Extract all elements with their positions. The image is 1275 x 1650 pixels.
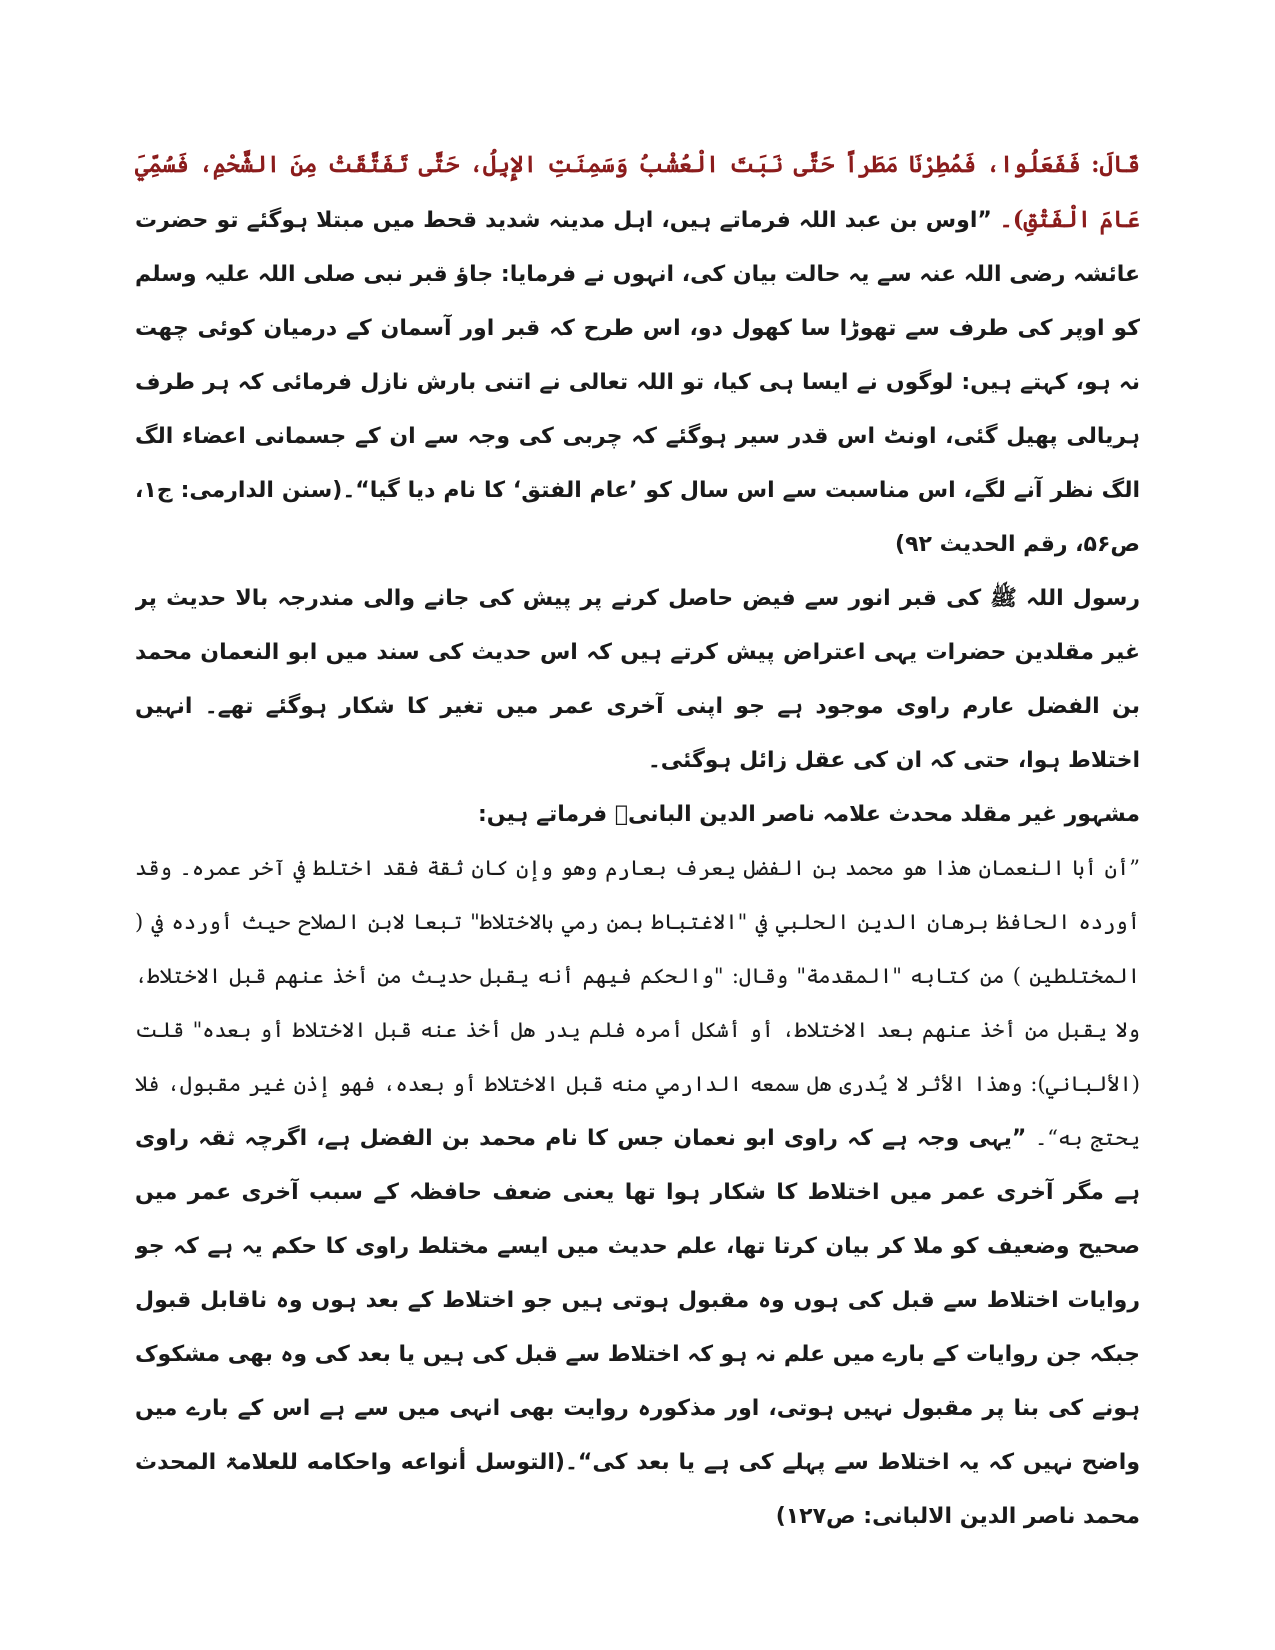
document-page (135, 138, 1140, 1568)
arabic-hadith-text: قَالَ: فَفَعَلُوا، فَمُطِرْنَا مَطَراً حَتَّى نَبَتَ الْعُشْبُ وَسَمِنَتِ الإِبِلُ، حَتَّى تَفَتَّقَتْ مِنَ الشَّحْمِ، فَسُمِّيَ عَامَ الْفَتْقِ)۔ (135, 151, 1140, 233)
reference-tawassul: (التوسل أنواعه واحکامه للعلامۃ المحدث محمد ناصر الدین الالبانی: ص۱۲۷) (135, 1450, 1140, 1529)
arabic-albani-quote: ”أن أبا النعمان هذا هو محمد بن الفضل يعرف بعارم وهو وإن كان ثقة فقد اختلط في آخر عمره۔ وقد أورده الحافظ برهان الدين الحلبي في "الاغتباط بمن رمي بالاختلاط" تبعا لابن الصلاح حيث أورده في ( المختلطين ) من كتابه "المقدمة" وقال: "والحكم فيهم أنه يقبل حديث من أخذ عنهم قبل الاختلاط، ولا يقبل من أخذ عنهم بعد الاختلاط، أو أشكل أمره فلم يدر هل أخذ عنه قبل الاختلاط أو بعده" قلت (الألباني): وهذا الأثر لا يُدرى هل سمعه الدارمي منه قبل الاختلاط أو بعده، فهو إذن غير مقبول، فلا يحتج به“۔ (135, 856, 1140, 1150)
urdu-explanation: ”یہی وجہ ہے کہ راوی ابو نعمان جس کا نام محمد بن الفضل ہے، اگرچہ ثقہ راوی ہے مگر آخری عمر میں اختلاط کا شکار ہوا تھا یعنی ضعف حافظہ کے سبب آخری عمر میں صحیح وضعیف کو ملا کر بیان کرتا تھا، علم حدیث میں ایسے مختلط راوی کا حکم یہ ہے کہ جو روایات اختلاط سے قبل کی ہوں وہ مقبول ہوتی ہیں جو اختلاط کے بعد ہوں وہ ناقابل قبول جبکہ جن روایات کے بارے میں علم نہ ہو کہ اختلاط سے قبل کی ہیں یا بعد کی وہ بھی مشکوک ہونے کی بنا پر مقبول نہیں ہوتی، اور مذکورہ روایت بھی انہی میں سے ہے اس کے بارے میں واضح نہیں کہ یہ اختلاط سے پہلے کی ہے یا بعد کی“۔ (135, 1126, 1140, 1475)
objection-paragraph: رسول اللہ ﷺ کی قبر انور سے فیض حاصل کرنے پر پیش کی جانے والی مندرجہ بالا حدیث پر غیر مقلدین حضرات یہی اعتراض پیش کرتے ہیں کہ اس حدیث کی سند میں ابو النعمان محمد بن الفضل عارم راوی موجود ہے جو اپنی آخری عمر میں تغیر کا شکار ہوگئے تھے۔ انہیں اختلاط ہوا، حتی کہ ان کی عقل زائل ہوگئی۔ (135, 586, 1140, 773)
reference-darimi: (سنن الدارمی: ج۱، ص۵۶، رقم الحدیث ۹۲) (135, 478, 1140, 557)
urdu-translation: ”اوس بن عبد اللہ فرماتے ہیں، اہل مدینہ شدید قحط میں مبتلا ہوگئے تو حضرت عائشہ رضی اللہ عنہ سے یہ حالت بیان کی، انہوں نے فرمایا: جاؤ قبر نبی صلی اللہ علیہ وسلم کو اوپر کی طرف سے تھوڑا سا کھول دو، اس طرح کہ قبر اور آسمان کے درمیان کوئی چھت نہ ہو، کہتے ہیں: لوگوں نے ایسا ہی کیا، تو اللہ تعالی نے اتنی بارش نازل فرمائی کہ ہر طرف ہریالی پھیل گئی، اونٹ اس قدر سیر ہوگئے کہ چربی کی وجہ سے ان کے جسمانی اعضاء الگ الگ نظر آنے لگے، اس مناسبت سے اس سال کو ’عام الفتق‘ کا نام دیا گیا“۔ (135, 208, 1140, 503)
albani-intro: مشہور غیر مقلد محدث علامہ ناصر الدین البانیؒ فرماتے ہیں: (477, 802, 1140, 827)
albani-quote-paragraph (135, 842, 1140, 1544)
hadith-paragraph (135, 138, 1140, 572)
